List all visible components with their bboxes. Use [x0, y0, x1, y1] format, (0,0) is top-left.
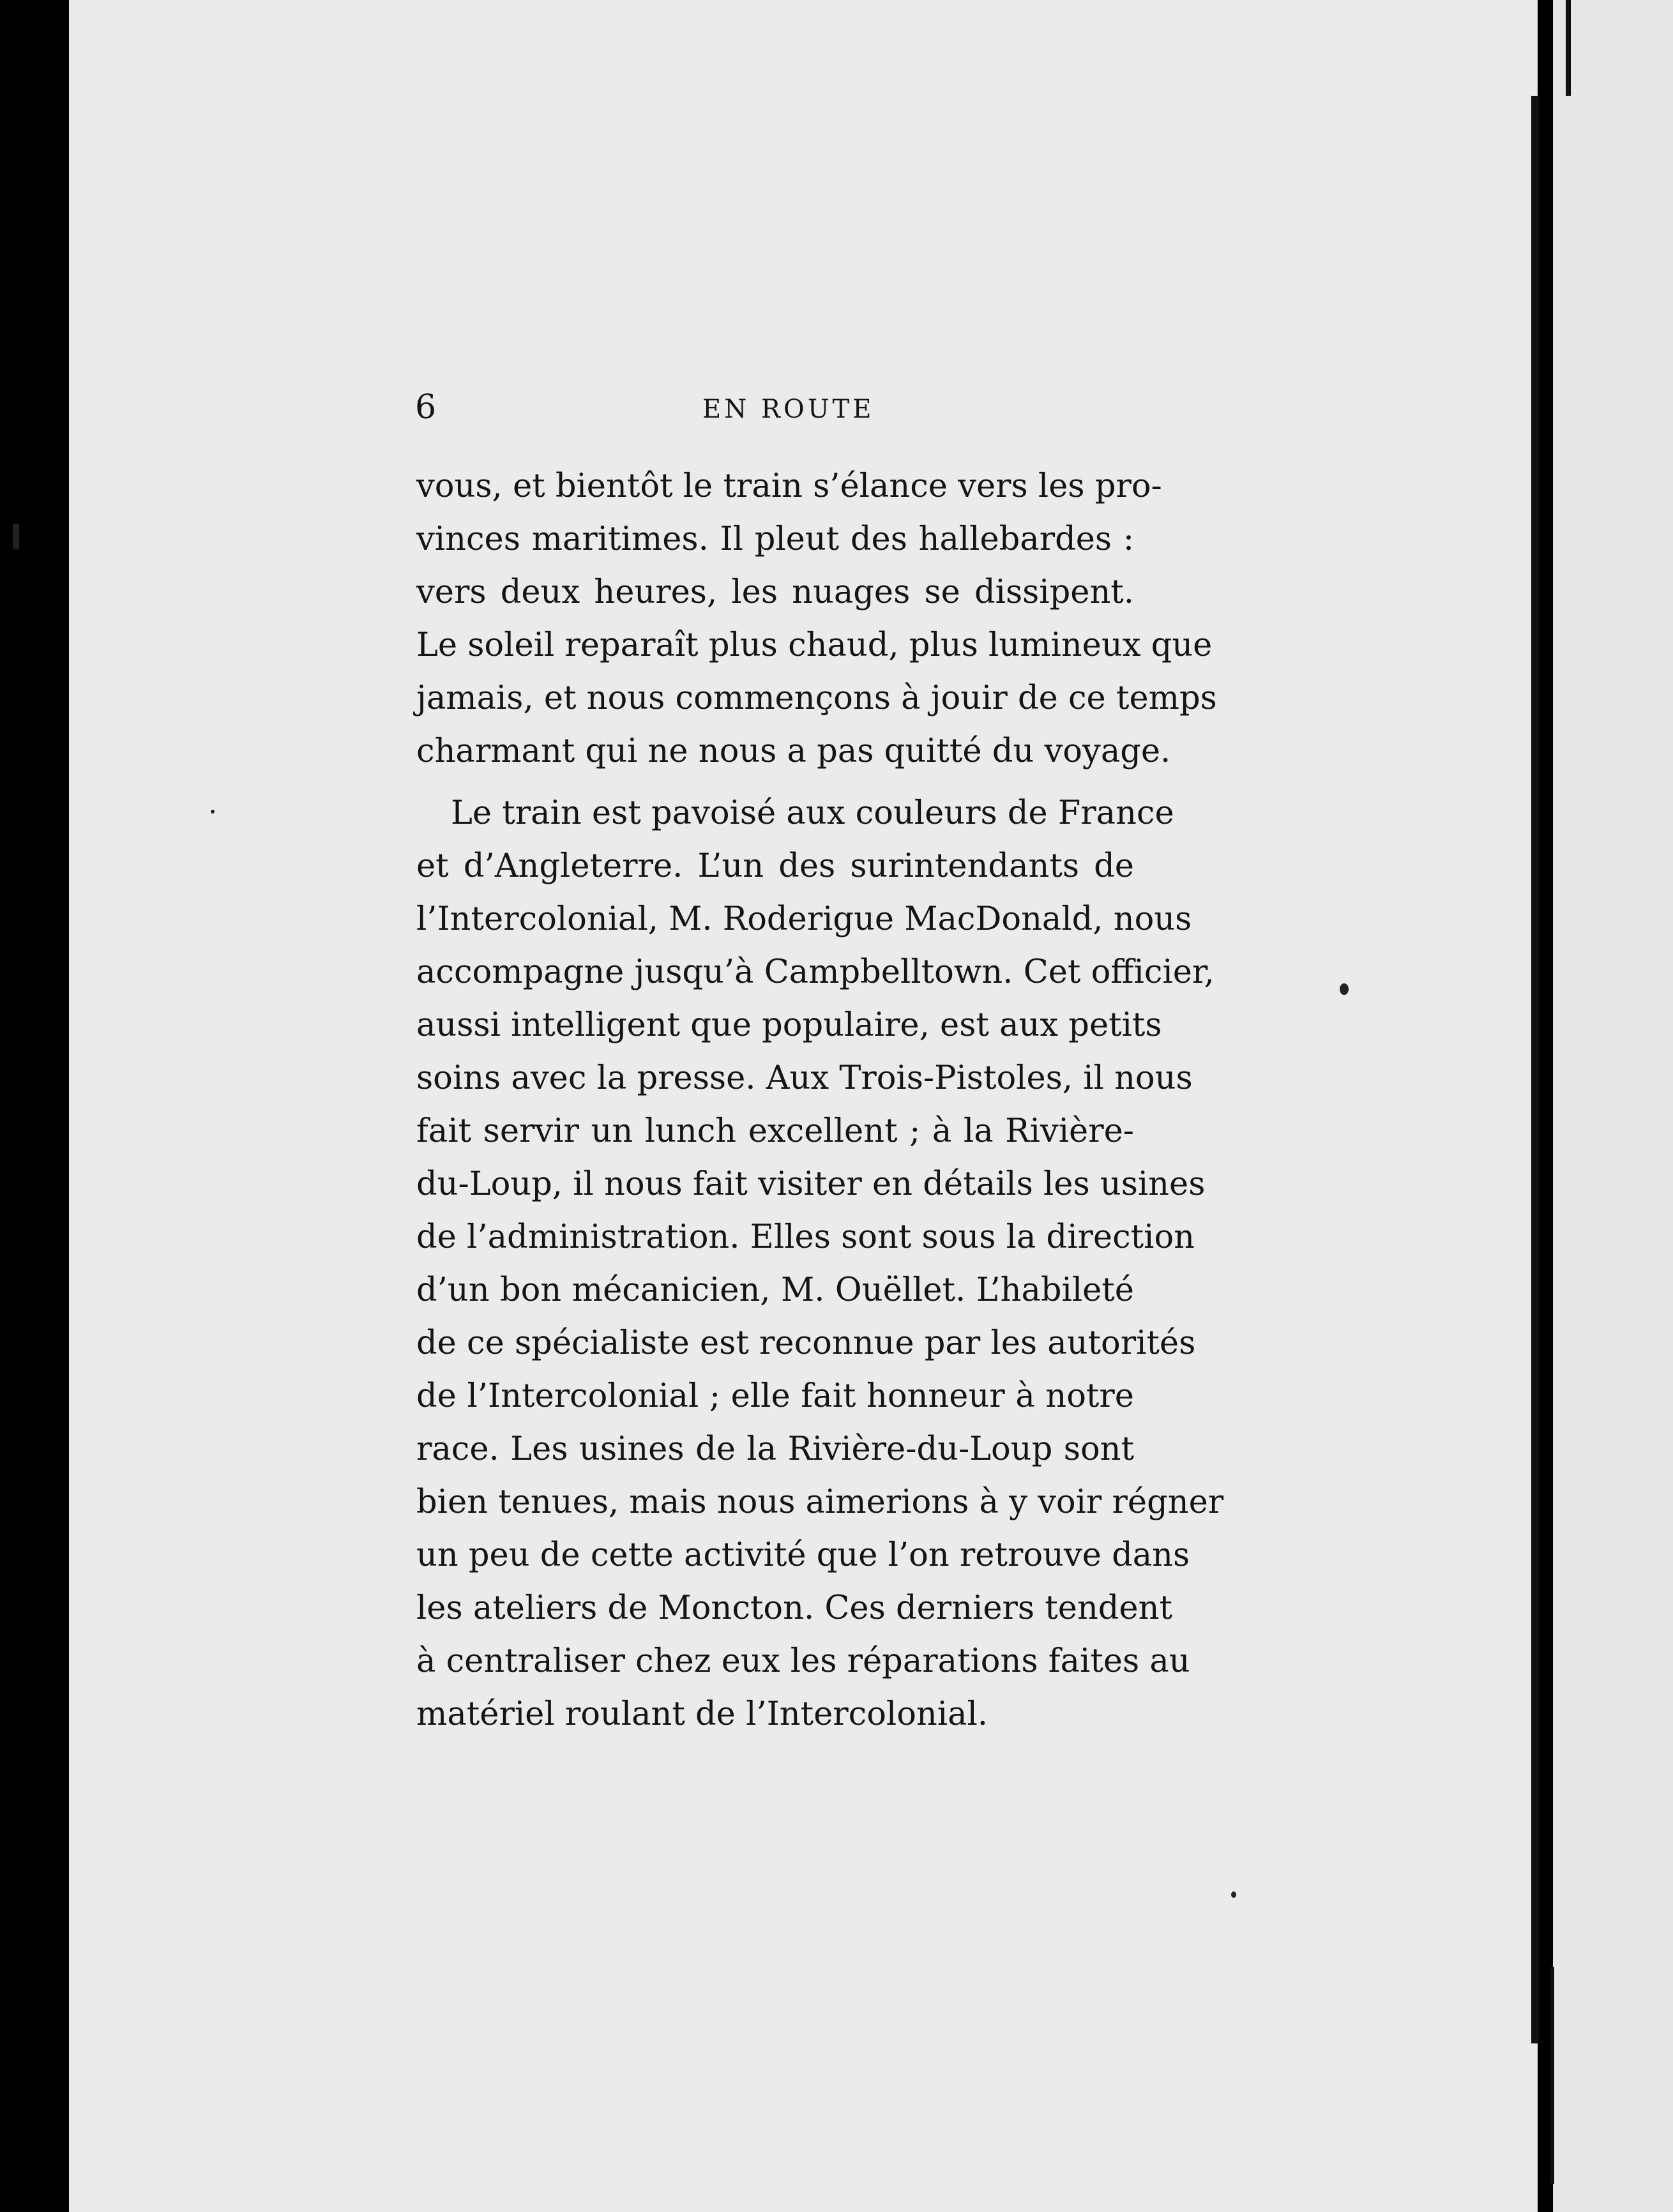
scan-speck [1340, 983, 1349, 995]
text-line: l’Intercolonial, M. Roderigue MacDonald, nous [416, 900, 1192, 938]
text-line: fait servir un lunch excellent ; à la Rivière- [416, 1112, 1134, 1150]
binding-shadow-bottom [1550, 1967, 1554, 2184]
text-line: charmant qui ne nous a pas quitté du voyage. [416, 732, 1171, 770]
page-number: 6 [415, 388, 437, 427]
text-line: race. Les usines de la Rivière-du-Loup sont [416, 1430, 1134, 1468]
scan-speck [1231, 1891, 1236, 1898]
page-header [415, 388, 1143, 439]
scan-speck [13, 524, 19, 549]
text-line: soins avec la presse. Aux Trois-Pistoles, il nous [416, 1059, 1193, 1097]
binding-shadow-top [1566, 0, 1571, 96]
text-line: aussi intelligent que populaire, est aux petits [416, 1006, 1162, 1044]
text-line: d’un bon mécanicien, M. Ouëllet. L’habileté [416, 1271, 1134, 1309]
text-line: à centraliser chez eux les réparations faites au [416, 1642, 1190, 1680]
facing-page-edge [1553, 0, 1673, 2212]
text-line: vous, et bientôt le train s’élance vers les pro- [416, 467, 1162, 505]
paragraph-gap [416, 778, 1134, 787]
text-line: de l’administration. Elles sont sous la direction [416, 1218, 1195, 1256]
text-line: Le soleil reparaît plus chaud, plus lumineux que [416, 626, 1213, 664]
running-title: EN ROUTE [702, 395, 875, 424]
text-line: vers deux heures, les nuages se dissipent. [416, 573, 1134, 611]
paragraph-2 [416, 787, 1224, 1741]
text-line: de ce spécialiste est reconnue par les autorités [416, 1324, 1196, 1362]
text-line: matériel roulant de l’Intercolonial. [416, 1695, 988, 1733]
text-line: Le train est pavoisé aux couleurs de France [451, 794, 1174, 832]
body-text [416, 460, 1224, 1741]
paragraph-1 [416, 460, 1217, 778]
text-line: les ateliers de Moncton. Ces derniers tendent [416, 1589, 1172, 1627]
text-line: vinces maritimes. Il pleut des hallebardes : [416, 520, 1134, 558]
text-line: un peu de cette activité que l’on retrouve dans [416, 1536, 1190, 1574]
text-line: et d’Angleterre. L’un des surintendants de [416, 847, 1134, 885]
text-line: de l’Intercolonial ; elle fait honneur à notre [416, 1377, 1134, 1415]
scan-speck [211, 810, 215, 814]
text-line: bien tenues, mais nous aimerions à y voir régner [416, 1483, 1224, 1521]
binding-shadow [1531, 96, 1539, 2043]
text-line: accompagne jusqu’à Campbelltown. Cet officier, [416, 953, 1215, 991]
text-line: du-Loup, il nous fait visiter en détails les usines [416, 1165, 1206, 1203]
text-line: jamais, et nous commençons à jouir de ce temps [416, 679, 1217, 717]
